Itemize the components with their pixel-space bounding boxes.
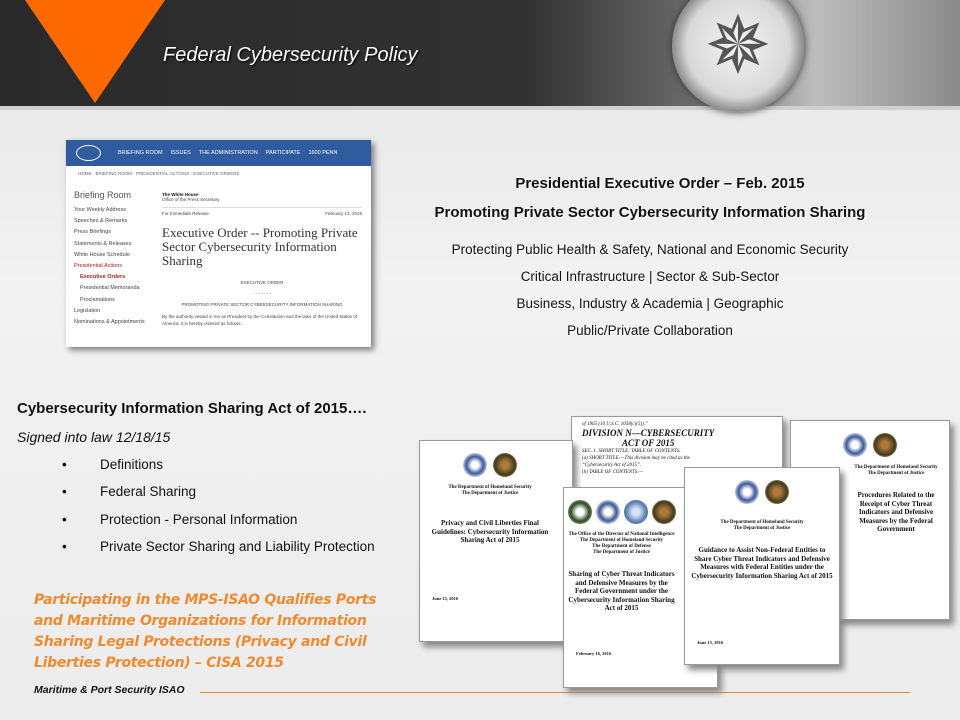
nav-item: 1600 PENN bbox=[308, 150, 338, 156]
document-privacy-guidelines: The Department of Homeland Security The Department of Justice Privacy and Civil Liberties Final Guidelines: Cybersecurity Information Sharing Act of 2015 June 15, 2016 bbox=[419, 440, 573, 642]
sidebar-item: Proclamations bbox=[80, 296, 115, 303]
sidebar-item: Legislation bbox=[74, 307, 101, 314]
sidebar-item: Presidential Memoranda bbox=[80, 285, 140, 292]
site-nav bbox=[66, 140, 371, 166]
footer-text: Maritime & Port Security ISAO bbox=[34, 684, 185, 696]
dhs-seal-icon bbox=[735, 480, 759, 504]
doj-seal-icon bbox=[765, 480, 789, 504]
eo-heading: Presidential Executive Order – Feb. 2015 bbox=[515, 175, 805, 192]
doj-seal-icon bbox=[493, 453, 517, 477]
compass-rose-icon: ✵ bbox=[704, 0, 772, 92]
sidebar-item: Nominations & Appointments bbox=[74, 318, 145, 325]
act-heading: Cybersecurity Information Sharing Act of 2015…. bbox=[17, 400, 367, 417]
dod-seal-icon bbox=[624, 500, 648, 524]
white-house-screenshot bbox=[66, 140, 371, 347]
org: The White House bbox=[162, 192, 199, 197]
bullet-icon: • bbox=[62, 457, 67, 472]
slide-header bbox=[0, 0, 960, 110]
sidebar-item: White House Schedule bbox=[74, 251, 130, 258]
sidebar-item: Speeches & Remarks bbox=[74, 218, 128, 225]
signed-date: Signed into law 12/18/15 bbox=[17, 429, 171, 445]
eo-label: EXECUTIVE ORDER bbox=[240, 280, 284, 285]
document-procedures: The Department of Homeland Security The Department of Justice Procedures Related to the Receipt of Cyber Threat Indicators and Defensive Measures by the Federal Government bbox=[790, 420, 950, 620]
eo-subheading: Promoting Private Sector Cybersecurity Information Sharing bbox=[434, 204, 866, 221]
doj-seal-icon bbox=[652, 500, 676, 524]
bullet-item: • Protection - Personal Information bbox=[62, 512, 298, 527]
release-label: For Immediate Release bbox=[162, 211, 209, 216]
nav-item: PARTICIPATE bbox=[265, 150, 301, 156]
document-sharing-federal: The Office of the Director of National Intelligence The Department of Homeland Security The Department of Defense The Department of Justice Sharing of Cyber Threat Indicators and Defensive Measures by the Federal Government under the Cybersecurity Information Sharing Act of 2015 February 16, 2016 bbox=[563, 487, 718, 688]
sidebar-title: Briefing Room bbox=[74, 190, 132, 200]
eo-title: Executive Order -- Promoting Private Sector Cybersecurity Information Sharing bbox=[162, 225, 358, 268]
document-non-federal-guidance: The Department of Homeland Security The Department of Justice Guidance to Assist Non-Federal Entities to Share Cyber Threat Indicators and Defensive Measures with Federal Entities under the Cybersecurity Information Sharing Act of 2015 June 15, 2016 bbox=[684, 467, 840, 665]
sidebar-item-active: Executive Orders bbox=[80, 274, 126, 281]
bullet-item: • Definitions bbox=[62, 457, 164, 472]
bullet-item: • Federal Sharing bbox=[62, 484, 197, 499]
bullet-icon: • bbox=[62, 539, 67, 554]
nav-item: THE ADMINISTRATION bbox=[198, 150, 258, 156]
bullet-icon: • bbox=[62, 484, 67, 499]
eo-point: Critical Infrastructure | Sector & Sub-Sector bbox=[520, 269, 780, 284]
sidebar-item: Statements & Releases bbox=[74, 240, 132, 247]
dhs-seal-icon bbox=[843, 433, 867, 457]
eo-point: Protecting Public Health & Safety, National and Economic Security bbox=[451, 242, 849, 257]
dhs-seal-icon bbox=[596, 500, 620, 524]
bullet-icon: • bbox=[62, 512, 67, 527]
white-house-logo-icon bbox=[76, 145, 101, 161]
press-release: The White House Office of the Press Secretary For Immediate Release February 13, 2015 Executive Order -- Promoting Private Sector Cybersecurity Information Sharing EXECUTIVE ORDER - - - - - - - PROMOTING PRIVATE SECTOR CYBERSECURITY INFORMATION SHARING By the authority vested in me as President by the Constitution and the laws of the United States of America, it is hereby ordered as follows: bbox=[162, 192, 362, 326]
sidebar-item: Presidential Actions bbox=[74, 262, 122, 269]
nav-item: ISSUES bbox=[170, 150, 191, 156]
compass-image bbox=[672, 0, 804, 112]
nav-item: BRIEFING ROOM bbox=[118, 150, 163, 156]
eo-point: Business, Industry & Academia | Geographic bbox=[516, 296, 784, 311]
eo-point: Public/Private Collaboration bbox=[567, 323, 733, 338]
document-bill: of 1965 (10 U.S.C. 1058(c)(5)).” DIVISION N—CYBERSECURITY ACT OF 2015 SEC. 1. SHORT TITLE; TABLE OF CONTENTS. (a) SHORT TITLE.—This division may be cited as the “Cybersecurity Act of 2015”. (b) TABLE OF CONTENTS.— bbox=[571, 416, 783, 536]
orange-triangle-logo bbox=[25, 0, 165, 103]
sidebar bbox=[74, 190, 154, 330]
office: Office of the Press Secretary bbox=[162, 197, 220, 202]
breadcrumb: HOME · BRIEFING ROOM · PRESIDENTIAL ACTIONS · EXECUTIVE ORDERS bbox=[78, 171, 240, 176]
doj-seal-icon bbox=[873, 433, 897, 457]
eo-body: By the authority vested in me as President by the Constitution and the laws of the United States of America, it is hereby ordered as follows: bbox=[162, 314, 358, 326]
dhs-seal-icon bbox=[463, 453, 487, 477]
sidebar-item: Your Weekly Address bbox=[74, 207, 126, 213]
sidebar-item: Press Briefings bbox=[74, 229, 111, 236]
callout-text: Participating in the MPS-ISAO Qualifies Ports and Maritime Organizations for Information Sharing Legal Protections (Privacy and Civil Liberties Protection) – CISA 2015 bbox=[34, 592, 377, 671]
slide-title: Federal Cybersecurity Policy bbox=[163, 44, 418, 66]
bullet-item: • Private Sector Sharing and Liability Protection bbox=[62, 539, 375, 554]
footer-divider bbox=[200, 692, 910, 693]
release-date: February 13, 2015 bbox=[325, 211, 362, 216]
odni-seal-icon bbox=[568, 500, 592, 524]
eo-caps: PROMOTING PRIVATE SECTOR CYBERSECURITY INFORMATION SHARING bbox=[181, 302, 343, 307]
